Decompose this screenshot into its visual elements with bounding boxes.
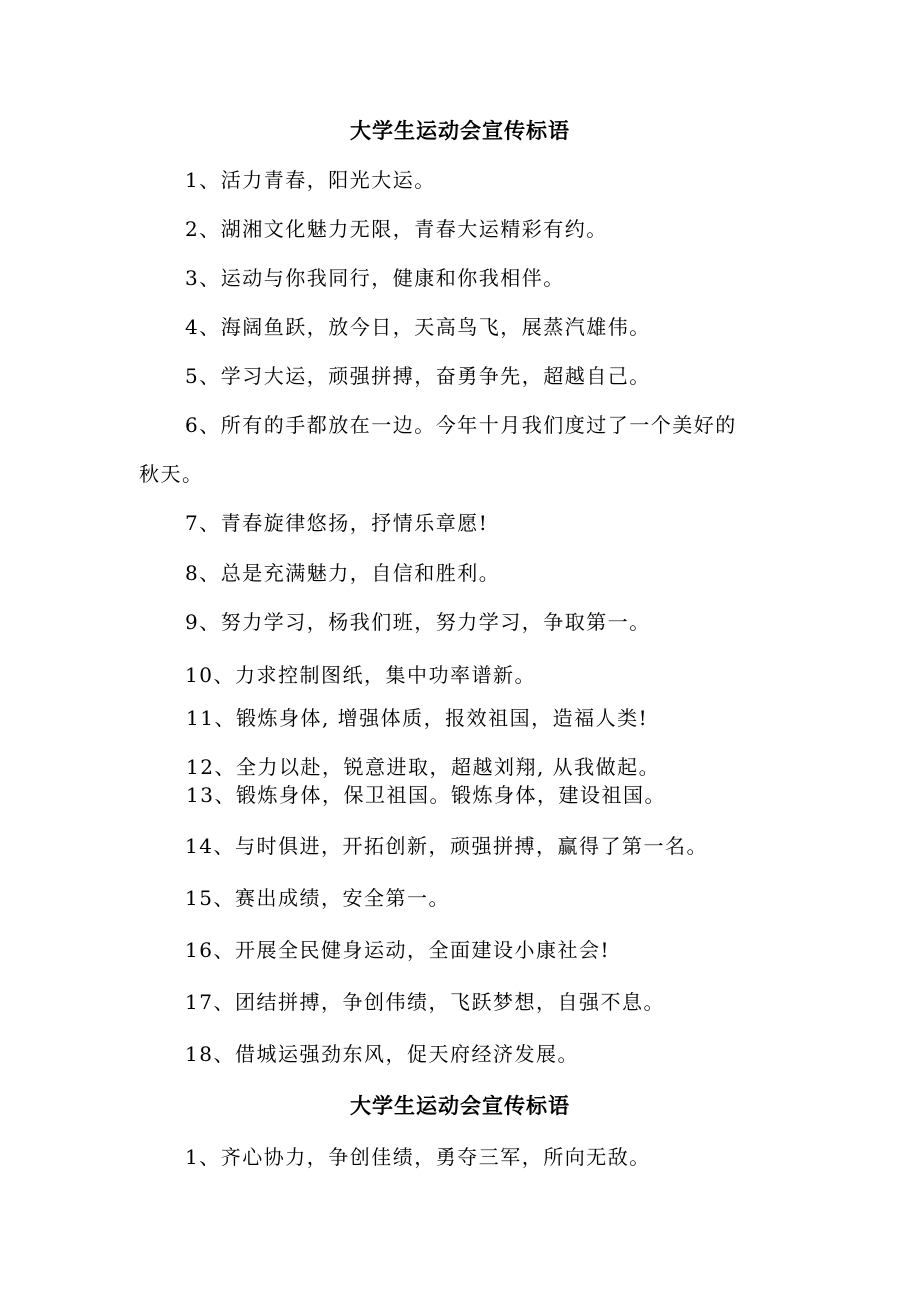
slogan-9: 9、努力学习，杨我们班，努力学习，争取第一。 <box>185 610 651 634</box>
slogan-10: 10、力求控制图纸，集中功率谱新。 <box>185 663 536 687</box>
section-2-title: 大学生运动会宣传标语 <box>350 1094 570 1118</box>
slogan-2: 2、湖湘文化魅力无限，青春大运精彩有约。 <box>185 217 608 241</box>
slogan-13: 13、锻炼身体，保卫祖国。锻炼身体，建设祖国。 <box>186 783 666 807</box>
slogan-11: 11、锻炼身体, 增强体质，报效祖国，造福人类! <box>186 706 649 730</box>
slogan-4: 4、海阔鱼跃，放今日，天高鸟飞，展蒸汽雄伟。 <box>185 315 651 339</box>
slogan-16: 16、开展全民健身运动，全面建设小康社会! <box>185 938 610 962</box>
section-1-title: 大学生运动会宣传标语 <box>350 119 570 143</box>
slogan-17: 17、团结拼搏，争创伟绩，飞跃梦想，自强不息。 <box>185 990 665 1014</box>
slogan-5: 5、学习大运，顽强拼搏，奋勇争先，超越自己。 <box>185 364 651 388</box>
slogan-15: 15、赛出成绩，安全第一。 <box>185 886 450 910</box>
section-2-slogan-1: 1、齐心协力，争创佳绩，勇夺三军，所向无敌。 <box>185 1145 651 1169</box>
slogan-3: 3、运动与你我同行，健康和你我相伴。 <box>185 266 565 290</box>
slogan-1: 1、活力青春，阳光大运。 <box>185 168 436 192</box>
slogan-18: 18、借城运强劲东风，促天府经济发展。 <box>185 1042 579 1066</box>
slogan-14: 14、与时俱进，开拓创新，顽强拼搏，赢得了第一名。 <box>185 834 708 858</box>
slogan-12: 12、全力以赴，锐意进取，超越刘翔, 从我做起。 <box>186 755 661 779</box>
slogan-6: 6、所有的手都放在一边。今年十月我们度过了一个美好的 <box>185 413 737 437</box>
slogan-7: 7、青春旋律悠扬，抒情乐章愿! <box>185 511 489 535</box>
slogan-8: 8、总是充满魅力，自信和胜利。 <box>185 561 501 585</box>
slogan-6-continued: 秋天。 <box>139 462 204 486</box>
